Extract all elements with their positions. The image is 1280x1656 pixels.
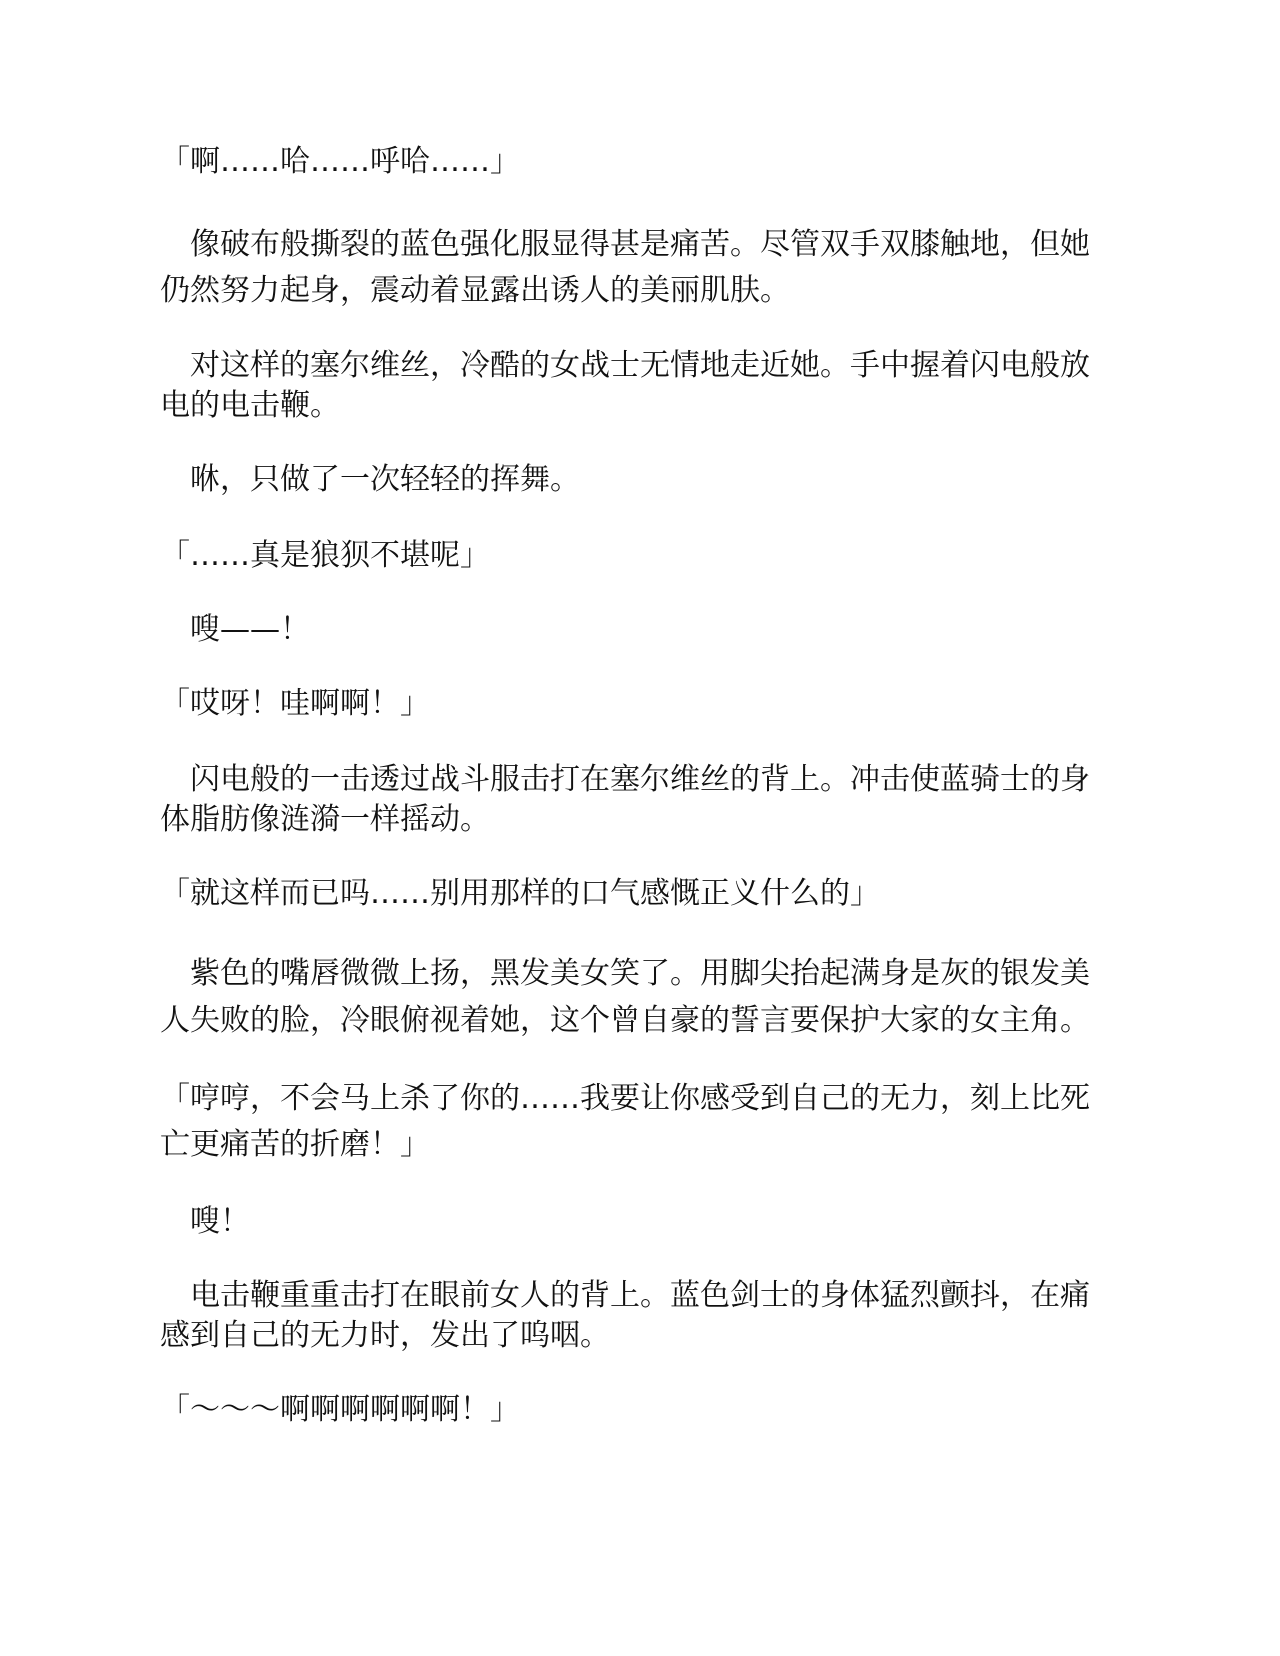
document-page: [160, 142, 1100, 1430]
dialogue-paragraph: 「哼哼，不会马上杀了你的……我要让你感受到自己的无力，刻上比死亡更痛苦的折磨！」: [160, 1081, 1090, 1162]
narration-paragraph: 闪电般的一击透过战斗服击打在塞尔维丝的背上。冲击使蓝骑士的身体脂肪像涟漪一样摇动。: [160, 762, 1090, 837]
sound-effect-paragraph: 嗖——！: [190, 612, 310, 647]
narration-paragraph: 像破布般撕裂的蓝色强化服显得甚是痛苦。尽管双手双膝触地，但她仍然努力起身，震动着显露出诱人的美丽肌肤。: [160, 227, 1090, 308]
dialogue-paragraph: 「……真是狼狈不堪呢」: [160, 538, 490, 573]
sound-effect-paragraph: 嗖！: [190, 1204, 250, 1239]
dialogue-paragraph: 「就这样而已吗……别用那样的口气感慨正义什么的」: [160, 876, 880, 911]
narration-paragraph: 电击鞭重重击打在眼前女人的背上。蓝色剑士的身体猛烈颤抖，在痛感到自己的无力时，发出了呜咽。: [160, 1278, 1090, 1353]
dialogue-paragraph: 「啊……哈……呼哈……」: [160, 144, 520, 179]
dialogue-paragraph: 「哎呀！哇啊啊！」: [160, 686, 430, 721]
narration-paragraph: 紫色的嘴唇微微上扬，黑发美女笑了。用脚尖抬起满身是灰的银发美人失败的脸，冷眼俯视着她，这个曾自豪的誓言要保护大家的女主角。: [160, 956, 1090, 1038]
narration-paragraph: 对这样的塞尔维丝，冷酷的女战士无情地走近她。手中握着闪电般放电的电击鞭。: [160, 348, 1090, 423]
narration-paragraph: 咻，只做了一次轻轻的挥舞。: [190, 462, 580, 497]
dialogue-paragraph: 「～～～啊啊啊啊啊啊！」: [160, 1392, 520, 1427]
